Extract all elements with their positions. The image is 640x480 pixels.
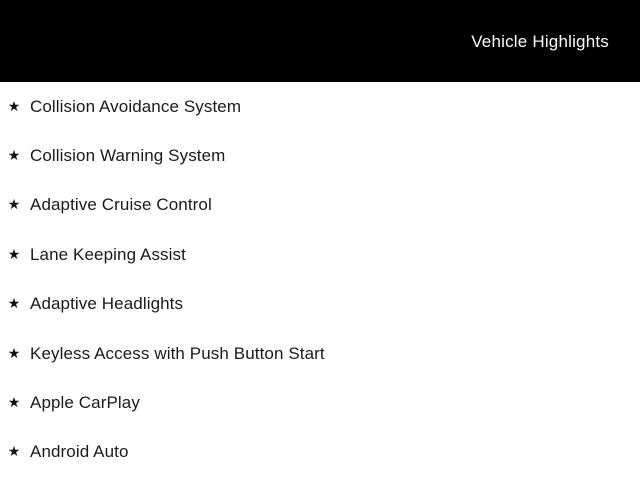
list-item-label: Collision Avoidance System — [30, 96, 242, 116]
star-icon: ★ — [7, 147, 21, 164]
list-item — [0, 82, 640, 131]
star-icon: ★ — [7, 295, 21, 312]
list-item-label: Android Auto — [30, 442, 129, 462]
page-title: Vehicle Highlights — [471, 32, 609, 51]
star-icon: ★ — [7, 245, 21, 262]
list-item-label: Apple CarPlay — [30, 393, 140, 413]
list-item-label: Adaptive Headlights — [30, 294, 184, 314]
list-item-label: Collision Warning System — [30, 146, 226, 166]
star-icon: ★ — [7, 97, 21, 114]
header-bar — [0, 0, 640, 82]
star-icon: ★ — [7, 344, 21, 361]
list-item — [0, 329, 640, 378]
list-item — [0, 428, 640, 477]
list-item — [0, 280, 640, 329]
list-item — [0, 378, 640, 427]
list-item — [0, 181, 640, 230]
list-item-label: Adaptive Cruise Control — [30, 195, 212, 215]
star-icon: ★ — [7, 394, 21, 411]
highlights-list — [0, 82, 640, 477]
list-item-label: Keyless Access with Push Button Start — [30, 343, 325, 363]
star-icon: ★ — [7, 196, 21, 213]
list-item — [0, 131, 640, 180]
list-item-label: Lane Keeping Assist — [30, 244, 186, 264]
star-icon: ★ — [7, 443, 21, 460]
list-item — [0, 230, 640, 279]
